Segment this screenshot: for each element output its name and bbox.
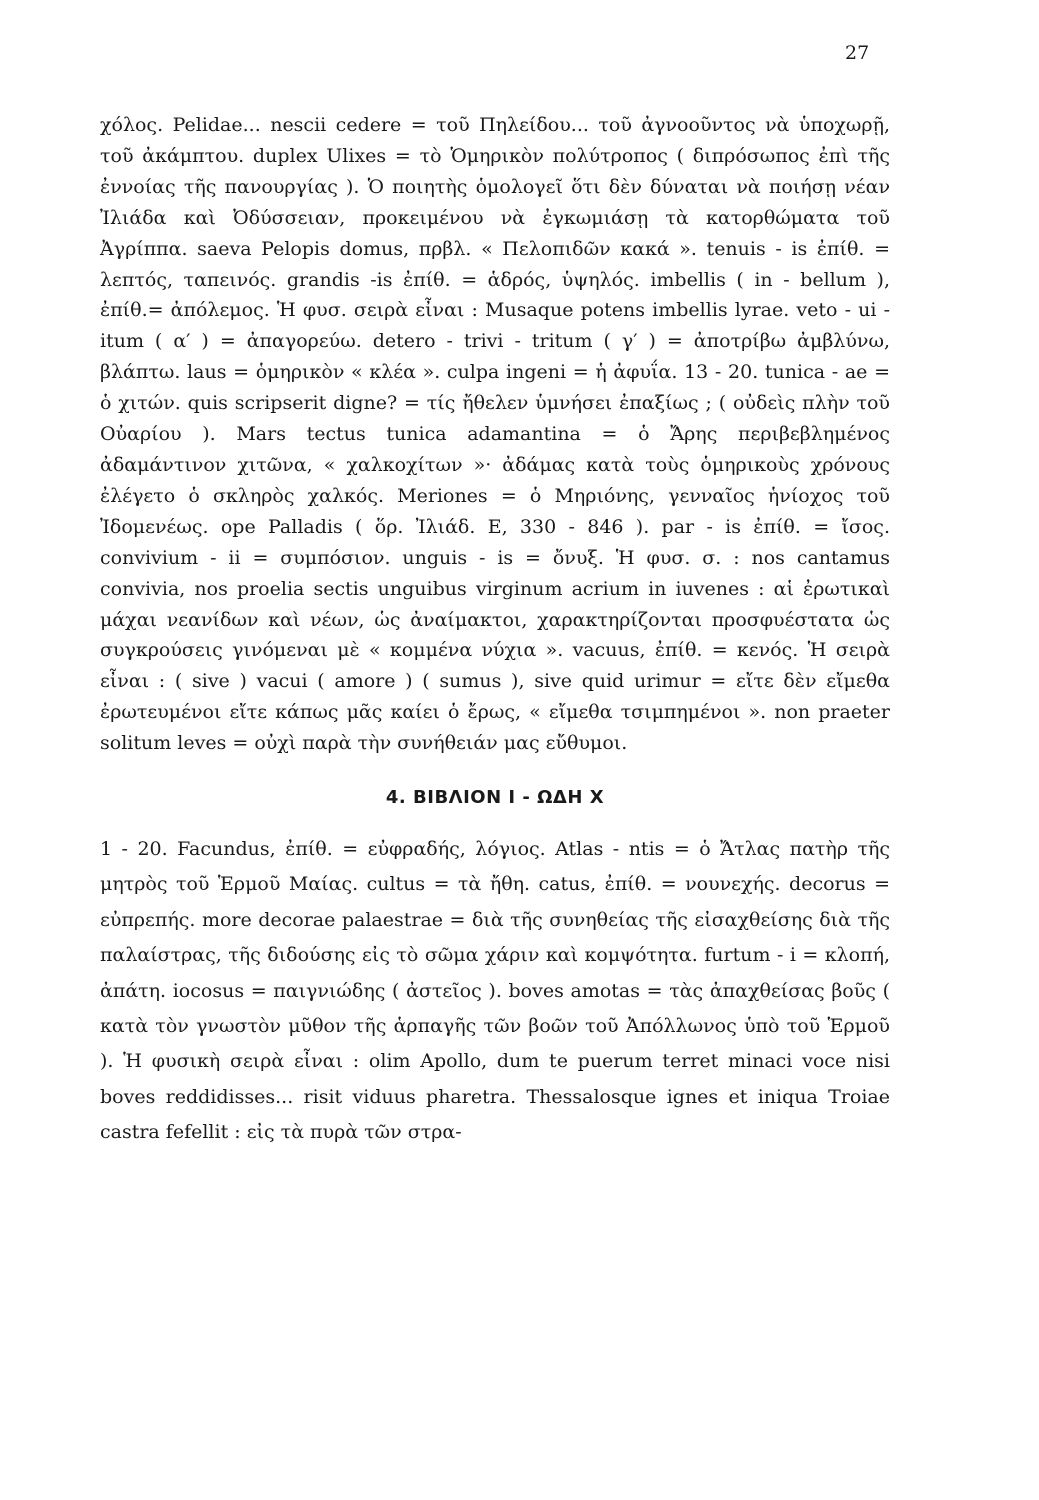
commentary-body xyxy=(100,110,890,1151)
commentary-paragraph: 1 - 20. Facundus, ἐπίθ. = εὐφραδής, λόγιος. Atlas - ntis = ὁ Ἄτλας πατὴρ τῆς μητρὸς τοῦ Ἑρμοῦ Μαίας. cultus = τὰ ἤθη. catus, ἐπίθ. = νουνεχής. decorus = εὐπρεπής. more decorae palaestrae = διὰ τῆς συνηθείας τῆς εἰσαχθείσης διὰ τῆς παλαίστρας, τῆς διδούσης εἰς τὸ σῶμα χάριν καὶ κομψότητα. furtum - i = κλοπή, ἀπάτη. iocosus = παιγνιώδης ( ἀστεῖος ). boves amotas = τὰς ἀπαχθείσας βοῦς ( κατὰ τὸν γνωστὸν μῦθον τῆς ἁρπαγῆς τῶν βοῶν τοῦ Ἀπόλλωνος ὑπὸ τοῦ Ἑρμοῦ ). Ἡ φυσικὴ σειρὰ εἶναι : olim Apollo, dum te puerum terret minaci voce nisi boves reddidisses... risit viduus pharetra. Thessalosque ignes et iniqua Troiae castra fefellit : εἰς τὰ πυρὰ τῶν στρα- xyxy=(100,837,890,1144)
page-number: 27 xyxy=(845,42,870,64)
section-heading: 4. ΒΙΒΛΙΟΝ Ι - ΩΔΗ Χ xyxy=(385,787,605,809)
commentary-paragraph: χόλος. Pelidae... nescii cedere = τοῦ Πηλείδου... τοῦ ἀγνοοῦντος νὰ ὑποχωρῇ, τοῦ ἀκάμπτου. duplex Ulixes = τὸ Ὁμηρικὸν πολύτροπος ( διπρόσωπος ἐπὶ τῆς ἐννοίας τῆς πανουργίας ). Ὁ ποιητὴς ὁμολογεῖ ὅτι δὲν δύναται νὰ ποιήσῃ νέαν Ἰλιάδα καὶ Ὀδύσσειαν, προκειμένου νὰ ἐγκωμιάσῃ τὰ κατορθώματα τοῦ Ἀγρίππα. saeva Pelopis domus, πρβλ. « Πελοπιδῶν κακά ». tenuis - is ἐπίθ. = λεπτός, ταπεινός. grandis -is ἐπίθ. = ἁδρός, ὑψηλός. imbellis ( in - bellum ), ἐπίθ.= ἀπόλεμος. Ἡ φυσ. σειρὰ εἶναι : Musaque potens imbellis lyrae. veto - ui - itum ( α′ ) = ἀπαγορεύω. detero - trivi - tritum ( γ′ ) = ἀποτρίβω ἀμβλύνω, βλάπτω. laus = ὁμηρικὸν « κλέα ». culpa ingeni = ἡ ἀφυΐα. 13 - 20. tunica - ae = ὁ χιτών. quis scripserit digne? = τίς ἤθελεν ὑμνήσει ἐπαξίως ; ( οὐδεὶς πλὴν τοῦ Οὐαρίου ). Mars tectus tunica adamantina = ὁ Ἄρης περιβεβλημένος ἀδαμάντινον χιτῶνα, « χαλκοχίτων »· ἀδάμας κατὰ τοὺς ὁμηρικοὺς χρόνους ἐλέγετο ὁ σκληρὸς χαλκός. Meriones = ὁ Μηριόνης, γενναῖος ἡνίοχος τοῦ Ἰδομενέως. ope Palladis ( ὅρ. Ἰλιάδ. Ε, 330 - 846 ). par - is ἐπίθ. = ἴσος. convivium - ii = συμπόσιον. unguis - is = ὄνυξ. Ἡ φυσ. σ. : nos cantamus convivia, nos proelia sectis unguibus virginum acrium in iuvenes : αἱ ἐρωτικαὶ μάχαι νεανίδων καὶ νέων, ὡς ἀναίμακτοι, χαρακτηρίζονται προσφυέστατα ὡς συγκρούσεις γινόμεναι μὲ « κομμένα νύχια ». vacuus, ἐπίθ. = κενός. Ἡ σειρὰ εἶναι : ( sive ) vacui ( amore ) ( sumus ), sive quid urimur = εἴτε δὲν εἴμεθα ἐρωτευμένοι εἴτε κάπως μᾶς καίει ὁ ἔρως, « εἴμεθα τσιμπημένοι ». non praeter solitum leves = οὐχὶ παρὰ τὴν συνήθειάν μας εὔθυμοι. xyxy=(100,114,890,755)
